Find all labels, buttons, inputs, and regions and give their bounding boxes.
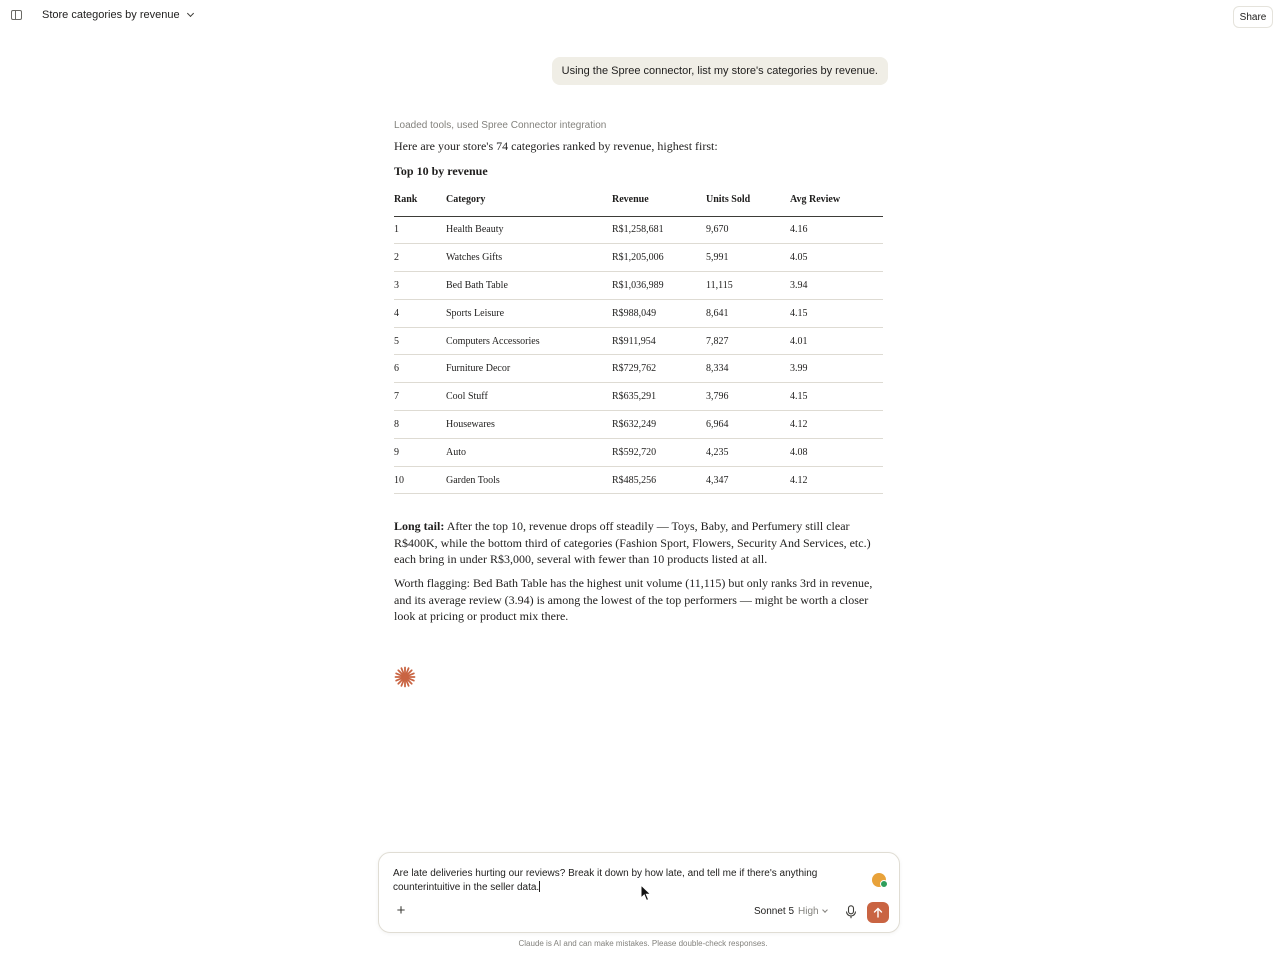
table-header-row xyxy=(394,192,883,216)
table-cell: 7 xyxy=(394,383,446,411)
long-tail-label: Long tail: xyxy=(394,519,445,534)
composer-input-text: Are late deliveries hurting our reviews? Break it down by how late, and tell me if there's anything counterintuitive in the seller data. xyxy=(393,868,818,893)
table-cell: 4.01 xyxy=(790,327,883,355)
column-header: Units Sold xyxy=(706,192,790,216)
table-row xyxy=(394,466,883,494)
revenue-table xyxy=(394,192,883,494)
table-cell: 4.12 xyxy=(790,411,883,439)
connector-badge-icon[interactable] xyxy=(872,873,886,887)
table-cell: 9 xyxy=(394,438,446,466)
table-cell: 8,334 xyxy=(706,355,790,383)
table-cell: Sports Leisure xyxy=(446,299,612,327)
table-cell: 8,641 xyxy=(706,299,790,327)
send-button[interactable] xyxy=(867,902,889,923)
table-heading: Top 10 by revenue xyxy=(394,164,488,178)
conversation-title-menu[interactable] xyxy=(42,9,193,21)
table-cell: R$635,291 xyxy=(612,383,706,411)
claude-spark-icon xyxy=(394,666,416,688)
top-bar xyxy=(0,0,1286,34)
table-cell: 8 xyxy=(394,411,446,439)
table-cell: 5,991 xyxy=(706,244,790,272)
table-row xyxy=(394,355,883,383)
table-row xyxy=(394,299,883,327)
table-row xyxy=(394,327,883,355)
plus-icon[interactable]: + xyxy=(396,902,406,919)
table-cell: 3.99 xyxy=(790,355,883,383)
table-row xyxy=(394,383,883,411)
arrow-up-icon xyxy=(873,907,883,918)
table-cell: 3 xyxy=(394,272,446,300)
column-header: Rank xyxy=(394,192,446,216)
table-cell: Housewares xyxy=(446,411,612,439)
user-message: Using the Spree connector, list my store's categories by revenue. xyxy=(552,57,888,85)
table-cell: 4,235 xyxy=(706,438,790,466)
composer-input[interactable] xyxy=(393,867,863,894)
table-cell: Health Beauty xyxy=(446,216,612,244)
table-cell: 4.08 xyxy=(790,438,883,466)
table-cell: 2 xyxy=(394,244,446,272)
table-cell: 4 xyxy=(394,299,446,327)
mouse-cursor-icon xyxy=(640,884,652,902)
table-cell: Auto xyxy=(446,438,612,466)
effort-label: High xyxy=(798,906,819,917)
table-row xyxy=(394,216,883,244)
table-cell: Garden Tools xyxy=(446,466,612,494)
share-button[interactable]: Share xyxy=(1233,6,1273,28)
table-cell: Furniture Decor xyxy=(446,355,612,383)
table-cell: R$632,249 xyxy=(612,411,706,439)
conversation-title: Store categories by revenue xyxy=(42,9,180,21)
response-intro: Here are your store's 74 categories ranked by revenue, highest first: xyxy=(394,139,718,153)
table-row xyxy=(394,272,883,300)
table-cell: R$1,036,989 xyxy=(612,272,706,300)
table-cell: 4.15 xyxy=(790,299,883,327)
table-cell: 4.15 xyxy=(790,383,883,411)
table-cell: 7,827 xyxy=(706,327,790,355)
table-cell: R$911,954 xyxy=(612,327,706,355)
table-cell: R$592,720 xyxy=(612,438,706,466)
table-cell: 10 xyxy=(394,466,446,494)
mic-icon[interactable] xyxy=(845,905,857,919)
table-row xyxy=(394,244,883,272)
table-cell: 3,796 xyxy=(706,383,790,411)
table-row xyxy=(394,411,883,439)
column-header: Category xyxy=(446,192,612,216)
chevron-down-icon xyxy=(187,10,194,17)
model-selector[interactable]: Sonnet 5 xyxy=(754,906,795,917)
table-cell: 9,670 xyxy=(706,216,790,244)
table-cell: 4,347 xyxy=(706,466,790,494)
effort-selector[interactable] xyxy=(798,906,827,917)
column-header: Revenue xyxy=(612,192,706,216)
table-cell: Cool Stuff xyxy=(446,383,612,411)
table-cell: R$729,762 xyxy=(612,355,706,383)
table-cell: 4.16 xyxy=(790,216,883,244)
table-cell: 3.94 xyxy=(790,272,883,300)
table-cell: R$1,205,006 xyxy=(612,244,706,272)
table-cell: R$988,049 xyxy=(612,299,706,327)
column-header: Avg Review xyxy=(790,192,883,216)
table-cell: 5 xyxy=(394,327,446,355)
table-cell: Watches Gifts xyxy=(446,244,612,272)
table-cell: R$1,258,681 xyxy=(612,216,706,244)
long-tail-paragraph xyxy=(394,518,884,567)
flag-paragraph: Worth flagging: Bed Bath Table has the highest unit volume (11,115) but only ranks 3rd in revenue, and its average review (3.94) is among the lowest of the top performers — might be worth a closer look at pricing or product mix there. xyxy=(394,576,873,623)
disclaimer: Claude is AI and can make mistakes. Please double-check responses. xyxy=(518,939,768,948)
table-cell: 6,964 xyxy=(706,411,790,439)
text-caret xyxy=(539,881,540,892)
table-cell: 4.05 xyxy=(790,244,883,272)
sidebar-toggle-icon[interactable] xyxy=(11,10,22,20)
table-cell: 6 xyxy=(394,355,446,383)
table-row xyxy=(394,438,883,466)
tools-used-line[interactable]: Loaded tools, used Spree Connector integration xyxy=(394,120,607,131)
table-cell: Bed Bath Table xyxy=(446,272,612,300)
table-cell: 1 xyxy=(394,216,446,244)
table-cell: 11,115 xyxy=(706,272,790,300)
assistant-response xyxy=(394,120,884,624)
chevron-down-icon xyxy=(822,907,828,913)
table-cell: Computers Accessories xyxy=(446,327,612,355)
table-cell: R$485,256 xyxy=(612,466,706,494)
long-tail-text: After the top 10, revenue drops off steadily — Toys, Baby, and Perfumery still clear R$400K, while the bottom third of categories (Fashion Sport, Flowers, Security And Services, etc.) each bring in under R$3,000, several with fewer than 10 products listed at all. xyxy=(394,519,871,567)
table-cell: 4.12 xyxy=(790,466,883,494)
message-composer[interactable] xyxy=(378,852,900,933)
